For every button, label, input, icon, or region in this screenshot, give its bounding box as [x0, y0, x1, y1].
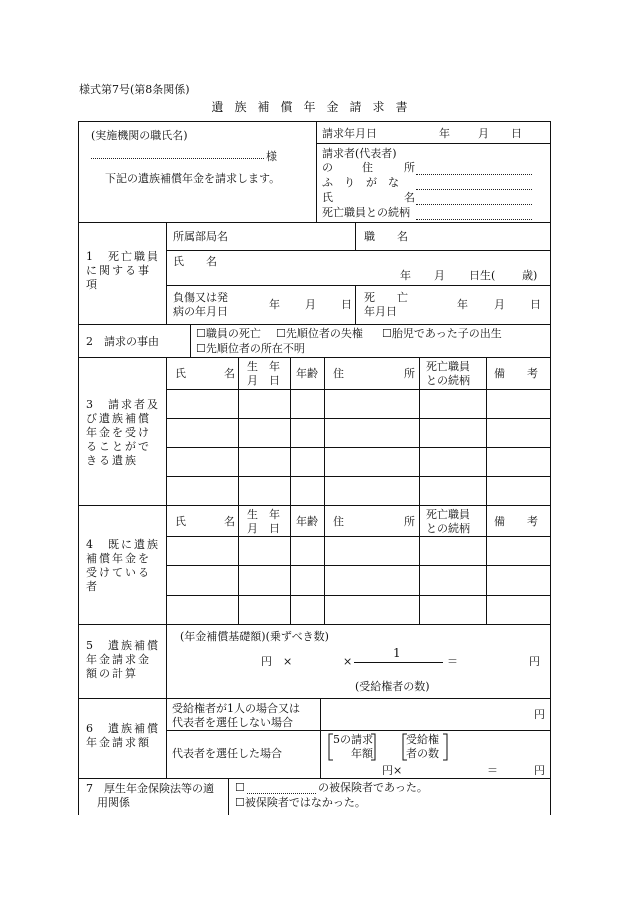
single-case-line: 代表者を選任しない場合: [172, 716, 293, 729]
single-case-yen: 円: [534, 708, 545, 721]
death-date-label: [364, 291, 408, 319]
age-suffix: 歳): [522, 269, 538, 282]
border: [486, 357, 487, 506]
death-label-line: 年月日: [364, 305, 397, 318]
single-case-label: [172, 702, 300, 730]
sec3-label: [86, 398, 160, 468]
col-addr-a: 住: [333, 367, 344, 380]
sec3-label-line: きる遺族: [86, 454, 138, 467]
dept-label: 所属部局名: [173, 230, 228, 243]
bracket-beneficiaries-text: [406, 733, 439, 761]
col-name-b: 名: [224, 515, 235, 528]
col-name-b: 名: [224, 367, 235, 380]
col-dob-line: 生 年: [247, 508, 280, 521]
injury-label-line: 病の年月日: [173, 305, 228, 318]
name-label-mei: 名: [404, 191, 415, 204]
border: [316, 143, 551, 144]
bracket-b-line: 者の数: [406, 747, 439, 760]
sec4-label-line: 者: [86, 580, 99, 593]
insured-text: の被保険者であった。: [318, 781, 428, 794]
sec1-label: [86, 250, 160, 292]
request-month: 月: [478, 127, 489, 140]
border: [78, 222, 551, 223]
sec3-label-line: び遺族補償: [86, 412, 151, 425]
sec7-label-line: 7 厚生年金保険法等の適: [86, 782, 214, 795]
col-dob: [247, 360, 280, 388]
relation-label: 死亡職員との続柄: [322, 206, 410, 219]
border: [78, 624, 551, 625]
form-code: 様式第7号(第8条関係): [79, 83, 190, 96]
border: [320, 698, 321, 779]
birth-year: 年: [400, 269, 411, 282]
sec6-label-line: 年金請求額: [86, 736, 151, 749]
border: [355, 285, 356, 325]
insured-checkbox[interactable]: [235, 782, 245, 793]
post-label: 職 名: [364, 230, 408, 243]
sec6-label-line: 6 遺族補償: [86, 722, 160, 735]
fraction-bar: [354, 662, 443, 663]
form-title: 遺族補償年金請求書: [211, 100, 419, 114]
sec3-label-line: 年金を受け: [86, 426, 151, 439]
border: [550, 121, 551, 815]
col-addr-b: 所: [404, 515, 415, 528]
border: [166, 730, 551, 731]
sec1-label-line: 項: [86, 278, 99, 291]
border: [166, 536, 551, 537]
request-date-label: 請求年月日: [322, 127, 377, 140]
calc-equals: ＝: [447, 655, 458, 668]
calc-numerator: 1: [393, 646, 401, 660]
sec1-label-line: に関する事: [86, 264, 151, 277]
death-label-line: 死 亡: [364, 291, 408, 304]
request-year: 年: [439, 127, 450, 140]
border: [78, 698, 551, 699]
deceased-name-label: 氏 名: [173, 255, 217, 268]
sec3-label-line: ることがで: [86, 440, 151, 453]
death-month: 月: [494, 298, 505, 311]
address-label-no: の: [322, 161, 333, 174]
border: [166, 250, 551, 251]
border: [166, 476, 551, 477]
col-remarks: 備 考: [494, 367, 538, 380]
sec7-label-line: 用関係: [97, 796, 130, 809]
border: [166, 595, 551, 596]
border: [316, 121, 317, 223]
border: [166, 418, 551, 419]
col-addr-a: 住: [333, 515, 344, 528]
border: [166, 357, 167, 506]
furigana-label: ふ り が な: [322, 176, 399, 189]
reason-option-birth[interactable]: ☐ 胎児であった子の出生: [382, 328, 502, 339]
col-relation-line: との続柄: [426, 374, 470, 387]
request-day: 日: [511, 127, 522, 140]
death-year: 年: [457, 298, 468, 311]
relation-field[interactable]: [416, 219, 532, 220]
calc-yen-times: 円 ×: [261, 655, 293, 668]
sec4-label-line: 4 既に遺族: [86, 538, 160, 551]
border: [355, 222, 356, 250]
agency-label: (実施機関の職氏名): [91, 129, 188, 142]
border: [166, 389, 551, 390]
border: [78, 505, 551, 506]
border: [238, 357, 239, 506]
col-relation: [426, 508, 470, 536]
rep-yen-times: 円×: [382, 764, 403, 777]
sec4-label: [86, 538, 160, 594]
calc-denominator: (受給権者の数): [355, 680, 430, 693]
border: [166, 447, 551, 448]
border: [78, 121, 79, 815]
birth-day: 日生(: [469, 269, 496, 282]
col-age: 年齢: [296, 367, 318, 380]
single-case-line: 受給権者が1人の場合又は: [172, 702, 300, 715]
sec4-label-line: 補償年金を: [86, 552, 151, 565]
bracket-a-line: 年額: [351, 747, 373, 760]
calc-yen: 円: [529, 655, 540, 668]
furigana-field[interactable]: [416, 189, 532, 190]
sec4-label-line: 受けている: [86, 566, 151, 579]
border: [419, 357, 420, 506]
border: [166, 698, 167, 779]
col-dob-line: 生 年: [247, 360, 280, 373]
col-relation: [426, 360, 470, 388]
border: [228, 778, 229, 815]
sec5-label-line: 年金請求金: [86, 653, 151, 666]
sec1-label-line: 1 死亡職員: [86, 250, 160, 263]
sama-label: 様: [266, 150, 277, 163]
col-addr-b: 所: [404, 367, 415, 380]
sec6-label: [86, 722, 160, 750]
calc-basis-label: (年金補償基礎額)(乗ずべき数): [180, 630, 329, 643]
border: [324, 357, 325, 506]
border: [166, 285, 551, 286]
request-text: 下記の遺族補償年金を請求します。: [105, 172, 281, 185]
injury-label-line: 負傷又は発: [173, 291, 228, 304]
name-label-shi: 氏: [322, 191, 333, 204]
reason-option-unknown[interactable]: ☐ 先順位者の所在不明: [196, 343, 305, 354]
col-relation-line: 死亡職員: [426, 360, 470, 373]
border: [78, 357, 551, 358]
sec5-label-line: 5 遺族補償: [86, 639, 160, 652]
injury-date-label: [173, 291, 228, 319]
col-relation-line: との続柄: [426, 522, 470, 535]
death-day: 日: [530, 298, 541, 311]
bracket-b-line: 受給権: [406, 733, 439, 746]
calc-times: ×: [343, 655, 353, 668]
injury-day: 日: [341, 298, 352, 311]
rep-yen: 円: [534, 764, 545, 777]
sec5-label-line: 額の計算: [86, 667, 138, 680]
col-age: 年齢: [296, 515, 318, 528]
bracket-annual-amount-text: [333, 733, 373, 761]
name-field[interactable]: [416, 204, 532, 205]
address-label-sho: 所: [404, 161, 415, 174]
border: [78, 324, 551, 325]
injury-month: 月: [305, 298, 316, 311]
border: [166, 222, 167, 325]
border: [78, 121, 551, 122]
col-name-a: 氏: [175, 367, 186, 380]
border: [166, 624, 167, 699]
address-field[interactable]: [416, 174, 532, 175]
birth-month: 月: [434, 269, 445, 282]
col-name-a: 氏: [175, 515, 186, 528]
border: [166, 565, 551, 566]
col-remarks: 備 考: [494, 515, 538, 528]
border: [190, 324, 191, 358]
border: [78, 778, 551, 779]
address-label-ju: 住: [362, 161, 373, 174]
col-relation-line: 死亡職員: [426, 508, 470, 521]
injury-year: 年: [269, 298, 280, 311]
not-insured-option[interactable]: ☐ 被保険者ではなかった。: [235, 797, 366, 808]
sec2-label: 2 請求の事由: [86, 335, 159, 348]
sec7-label: [86, 782, 214, 810]
bracket-a-line: 5の請求: [333, 733, 373, 746]
reason-option-death[interactable]: ☐ 職員の死亡: [196, 328, 261, 339]
claimant-label: 請求者(代表者): [322, 147, 397, 160]
reason-option-forfeit[interactable]: ☐ 先順位者の失権: [276, 328, 363, 339]
agency-name-line[interactable]: [91, 158, 264, 159]
col-dob-line: 月 日: [247, 374, 280, 387]
insurance-type-field[interactable]: [247, 793, 316, 794]
col-dob: [247, 508, 280, 536]
rep-case-label: 代表者を選任した場合: [172, 747, 282, 760]
border: [290, 357, 291, 506]
sec5-label: [86, 639, 160, 681]
sec3-label-line: 3 請求者及: [86, 398, 160, 411]
col-dob-line: 月 日: [247, 522, 280, 535]
rep-equals: ＝: [487, 764, 498, 777]
